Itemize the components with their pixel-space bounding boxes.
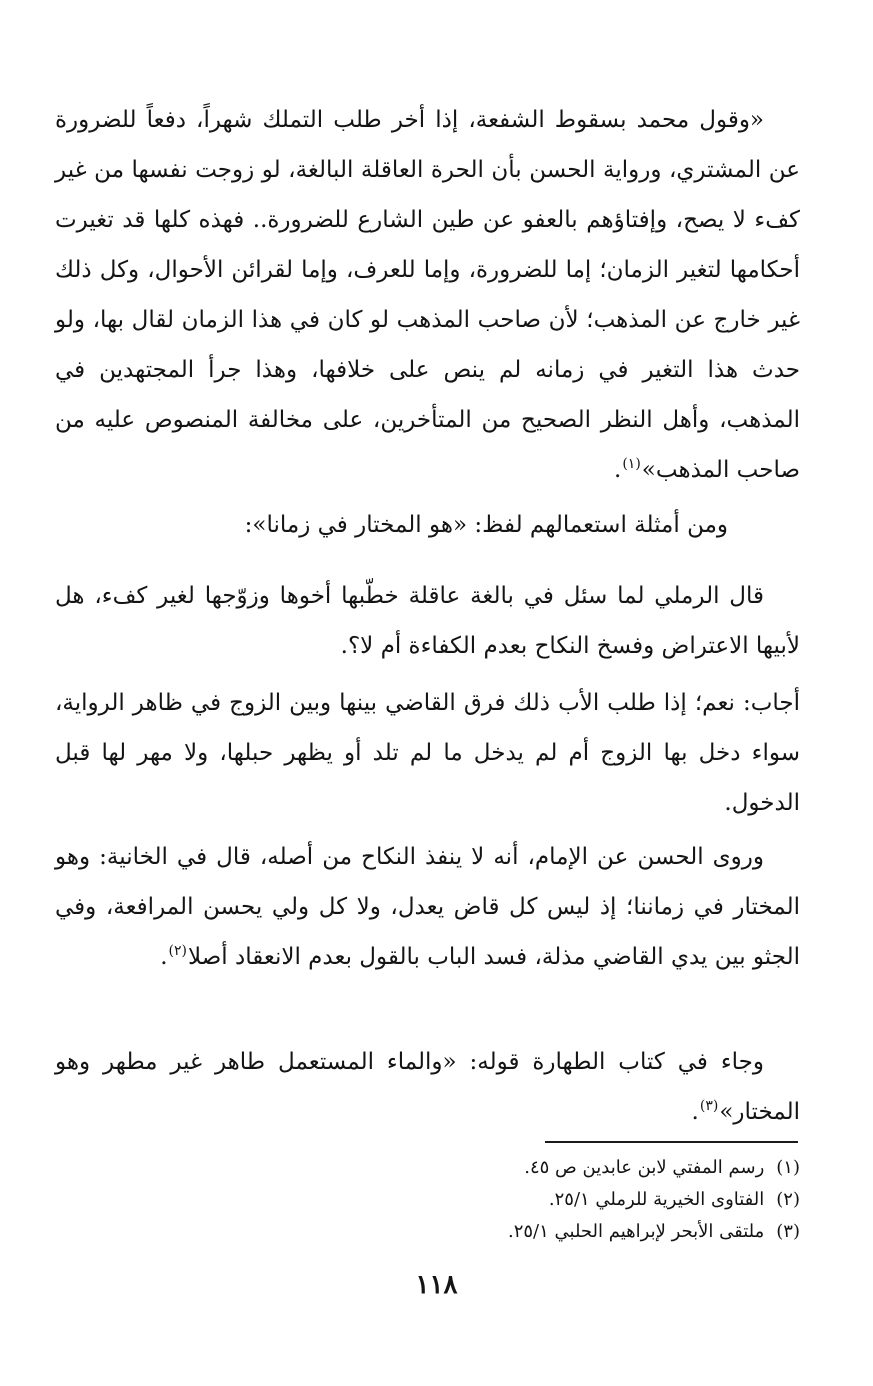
footnote-ref: (٢) xyxy=(168,943,188,959)
paragraph-examples-intro xyxy=(55,500,800,550)
footnote-ref: (١) xyxy=(622,456,641,472)
paragraph-end: . xyxy=(614,457,622,483)
paragraph-taharah xyxy=(55,1037,800,1137)
paragraph-text: وجاء في كتاب الطهارة قوله: «والماء المستعمل طاهر غير مطهر وهو المختار» xyxy=(55,1049,800,1125)
footnote-separator xyxy=(545,1141,798,1143)
paragraph-text: وروى الحسن عن الإمام، أنه لا ينفذ النكاح من أصله، قال في الخانية: وهو المختار في زماننا؛ إذ ليس كل قاض يعدل، ولا كل ولي يحسن المرافعة، وفي الجثو بين يدي القاضي مذلة، فسد الباب بالقول بعدم الانعقاد أصلا xyxy=(55,844,800,970)
page-number: ١١٨ xyxy=(415,1270,458,1300)
paragraph-text: قال الرملي لما سئل في بالغة عاقلة خطّبها أخوها وزوّجها لغير كفء، هل لأبيها الاعتراض وفسخ النكاح بعدم الكفاءة أم لا؟. xyxy=(55,583,800,659)
paragraph-answer xyxy=(55,678,800,828)
paragraph-quotation xyxy=(55,95,800,495)
paragraph-text: أجاب: نعم؛ إذا طلب الأب ذلك فرق القاضي بينها وبين الزوج في ظاهر الرواية، سواء دخل بها الزوج أم لم يدخل ما لم تلد أو يظهر حبلها، ولا مهر لها قبل الدخول. xyxy=(55,690,800,816)
paragraph-text: ومن أمثلة استعمالهم لفظ: «هو المختار في زمانا»: xyxy=(244,512,728,538)
paragraph-end: . xyxy=(160,944,168,970)
paragraph-end: . xyxy=(691,1099,699,1125)
footnote-text: رسم المفتي لابن عابدين ص ٤٥. xyxy=(524,1157,765,1178)
footnote-ref: (٣) xyxy=(699,1098,719,1114)
footnote-number: (٢) xyxy=(776,1189,800,1210)
footnote-item xyxy=(300,1152,800,1184)
footnotes-list xyxy=(300,1152,800,1248)
footnote-text: ملتقى الأبحر لإبراهيم الحلبي ٢٥/١. xyxy=(507,1221,765,1242)
paragraph-question xyxy=(55,571,800,671)
paragraph-hasan-narration xyxy=(55,832,800,982)
footnote-number: (١) xyxy=(776,1157,800,1178)
paragraph-text: «وقول محمد بسقوط الشفعة، إذا أخر طلب التملك شهراً، دفعاً للضرورة عن المشتري، ورواية الحسن بأن الحرة العاقلة البالغة، لو زوجت نفسها من غير كفء لا يصح، وإفتاؤهم بالعفو عن طين الشارع للضرورة.. فهذه كلها قد تغيرت أحكامها لتغير الزمان؛ إما للضرورة، وإما للعرف، وإما لقرائن الأحوال، وكل ذلك غير خارج عن المذهب؛ لأن صاحب المذهب لو كان في هذا الزمان لقال بها، ولو حدث هذا التغير في زمانه لم ينص على خلافها، وهذا جرأ المجتهدين في المذهب، وأهل النظر الصحيح من المتأخرين، على مخالفة المنصوص عليه من صاحب المذهب» xyxy=(55,107,800,483)
footnote-item xyxy=(300,1184,800,1216)
footnote-text: الفتاوى الخيرية للرملي ٢٥/١. xyxy=(548,1189,765,1210)
footnote-number: (٣) xyxy=(776,1221,800,1242)
footnote-item xyxy=(300,1216,800,1248)
